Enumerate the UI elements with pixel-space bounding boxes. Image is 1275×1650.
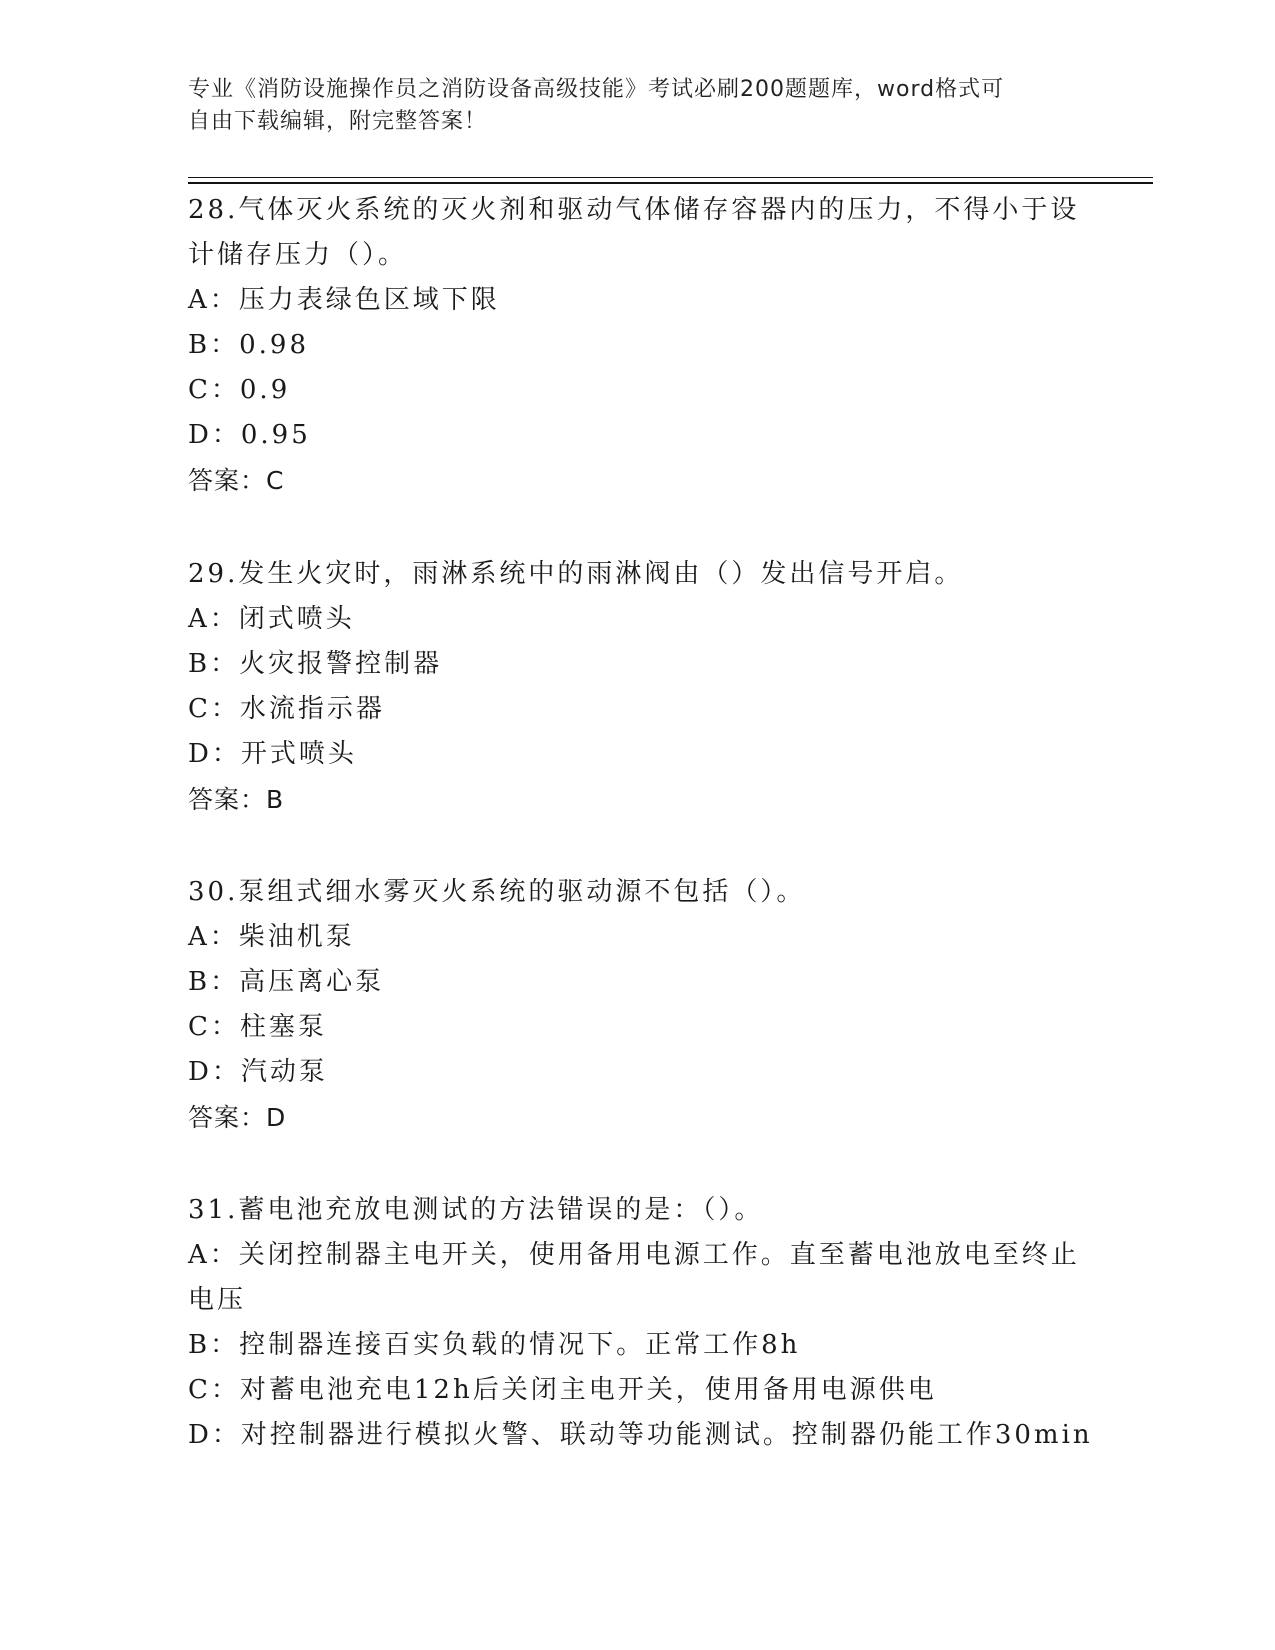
option-c: C：水流指示器 xyxy=(188,694,385,724)
option-a: A：柴油机泵 xyxy=(188,922,355,952)
option-b: B：高压离心泵 xyxy=(188,967,385,997)
option-a-line-1: A：关闭控制器主电开关，使用备用电源工作。直至蓄电池放电至终止 xyxy=(188,1240,1080,1270)
question-stem-line-1: 28.气体灭火系统的灭火剂和驱动气体储存容器内的压力，不得小于设 xyxy=(188,195,1080,225)
option-d: D：0.95 xyxy=(188,420,311,450)
option-a-line-2: 电压 xyxy=(188,1285,247,1315)
option-c: C：对蓄电池充电12h后关闭主电开关，使用备用电源供电 xyxy=(188,1375,937,1405)
question-stem-line-1: 30.泵组式细水雾灭火系统的驱动源不包括（）。 xyxy=(188,877,806,907)
question-stem-line-2: 计储存压力（）。 xyxy=(188,240,408,270)
header-intro-line-1: 专业《消防设施操作员之消防设备高级技能》考试必刷200题题库，word格式可 xyxy=(188,77,1005,102)
option-b: B：火灾报警控制器 xyxy=(188,649,443,679)
option-b: B：控制器连接百实负载的情况下。正常工作8h xyxy=(188,1330,801,1360)
header-intro-line-2: 自由下载编辑，附完整答案！ xyxy=(188,109,488,134)
option-d: D：对控制器进行模拟火警、联动等功能测试。控制器仍能工作30min xyxy=(188,1420,1093,1450)
answer-line: 答案：B xyxy=(188,785,285,814)
option-a: A：压力表绿色区域下限 xyxy=(188,285,500,315)
option-b: B：0.98 xyxy=(188,330,309,360)
answer-line: 答案：C xyxy=(188,466,285,495)
option-c: C：柱塞泵 xyxy=(188,1012,327,1042)
header-divider-bottom xyxy=(188,182,1153,184)
question-30 xyxy=(188,870,1088,1140)
document-header xyxy=(188,74,1068,138)
option-d: D：开式喷头 xyxy=(188,739,357,769)
question-31 xyxy=(188,1188,1093,1458)
option-a: A：闭式喷头 xyxy=(188,604,355,634)
question-stem-line-1: 29.发生火灾时，雨淋系统中的雨淋阀由（）发出信号开启。 xyxy=(188,559,964,589)
option-d: D：汽动泵 xyxy=(188,1057,328,1087)
header-divider-top xyxy=(188,177,1153,178)
question-stem-line-1: 31.蓄电池充放电测试的方法错误的是：（）。 xyxy=(188,1195,764,1225)
question-28 xyxy=(188,188,1088,503)
question-29 xyxy=(188,552,1088,822)
option-c: C：0.9 xyxy=(188,375,291,405)
answer-line: 答案：D xyxy=(188,1103,287,1132)
